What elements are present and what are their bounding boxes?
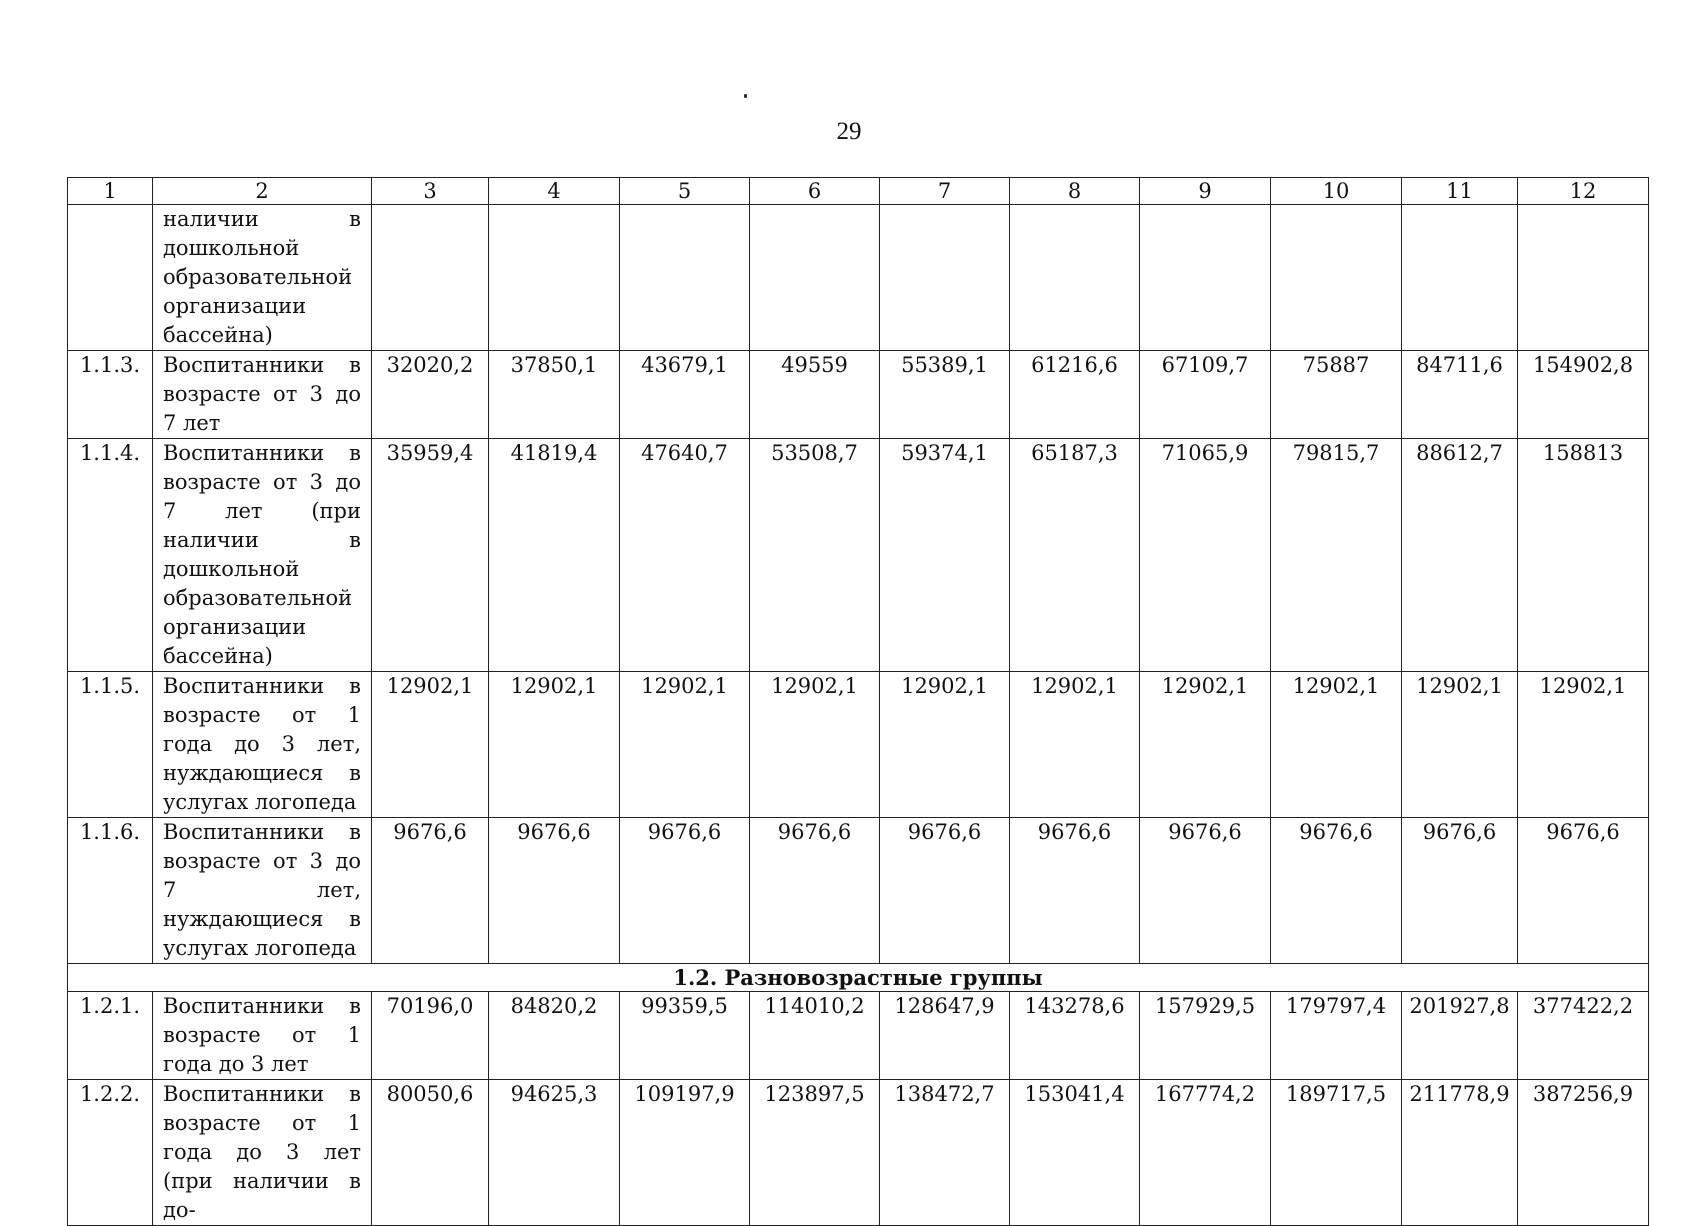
value-cell: 154902,8 (1518, 351, 1649, 439)
column-header: 10 (1271, 178, 1402, 205)
value-cell: 377422,2 (1518, 992, 1649, 1080)
value-cell: 75887 (1271, 351, 1402, 439)
column-header: 7 (880, 178, 1010, 205)
value-cell: 114010,2 (750, 992, 880, 1080)
value-cell: 41819,4 (489, 439, 620, 672)
value-cell: 201927,8 (1402, 992, 1518, 1080)
value-cell: 12902,1 (1010, 672, 1140, 818)
value-cell: 94625,3 (489, 1080, 620, 1226)
row-description: Воспитанники в возрасте от 1 года до 3 лет (153, 992, 372, 1080)
value-cell: 9676,6 (489, 818, 620, 964)
value-cell: 9676,6 (1140, 818, 1271, 964)
row-number: 1.1.3. (68, 351, 153, 439)
value-cell: 84820,2 (489, 992, 620, 1080)
value-cell: 9676,6 (880, 818, 1010, 964)
row-number: 1.1.6. (68, 818, 153, 964)
value-cell: 211778,9 (1402, 1080, 1518, 1226)
value-cell: 71065,9 (1140, 439, 1271, 672)
column-header: 3 (372, 178, 489, 205)
column-header: 5 (620, 178, 750, 205)
value-cell: 43679,1 (620, 351, 750, 439)
column-header: 1 (68, 178, 153, 205)
value-cell: 12902,1 (880, 672, 1010, 818)
scan-speck (744, 94, 747, 98)
value-cell: 61216,6 (1010, 351, 1140, 439)
column-header: 12 (1518, 178, 1649, 205)
row-description: Воспитанники в возрасте от 1 года до 3 лет, нуждающиеся в услугах логопеда (153, 672, 372, 818)
table-row (68, 672, 1649, 818)
row-number: 1.2.2. (68, 1080, 153, 1226)
row-number (68, 205, 153, 351)
section-row (68, 964, 1649, 992)
value-cell: 55389,1 (880, 351, 1010, 439)
value-cell: 138472,7 (880, 1080, 1010, 1226)
value-cell: 88612,7 (1402, 439, 1518, 672)
row-description: Воспитанники в возрасте от 3 до 7 лет (при наличии в дошкольной образовательной организации бассейна) (153, 439, 372, 672)
value-cell: 109197,9 (620, 1080, 750, 1226)
table-row (68, 818, 1649, 964)
row-number: 1.1.4. (68, 439, 153, 672)
value-cell: 35959,4 (372, 439, 489, 672)
value-cell (489, 205, 620, 351)
value-cell: 9676,6 (372, 818, 489, 964)
value-cell: 179797,4 (1271, 992, 1402, 1080)
value-cell: 79815,7 (1271, 439, 1402, 672)
value-cell (372, 205, 489, 351)
value-cell: 49559 (750, 351, 880, 439)
value-cell: 12902,1 (1402, 672, 1518, 818)
value-cell: 9676,6 (1518, 818, 1649, 964)
value-cell: 70196,0 (372, 992, 489, 1080)
value-cell: 47640,7 (620, 439, 750, 672)
value-cell: 9676,6 (1010, 818, 1140, 964)
value-cell: 12902,1 (1140, 672, 1271, 818)
row-number: 1.1.5. (68, 672, 153, 818)
value-cell: 12902,1 (372, 672, 489, 818)
row-description: Воспитанники в возрасте от 3 до 7 лет, нуждающиеся в услугах логопеда (153, 818, 372, 964)
value-cell: 153041,4 (1010, 1080, 1140, 1226)
value-cell (1402, 205, 1518, 351)
value-cell: 80050,6 (372, 1080, 489, 1226)
table-row (68, 439, 1649, 672)
value-cell: 12902,1 (750, 672, 880, 818)
value-cell (1140, 205, 1271, 351)
row-description: Воспитанники в возрасте от 3 до 7 лет (153, 351, 372, 439)
value-cell (750, 205, 880, 351)
value-cell: 37850,1 (489, 351, 620, 439)
row-number: 1.2.1. (68, 992, 153, 1080)
value-cell: 9676,6 (750, 818, 880, 964)
section-title: 1.2. Разновозрастные группы (68, 964, 1649, 992)
table-row (68, 351, 1649, 439)
value-cell: 189717,5 (1271, 1080, 1402, 1226)
table-row (68, 1080, 1649, 1226)
column-header: 11 (1402, 178, 1518, 205)
value-cell: 167774,2 (1140, 1080, 1271, 1226)
value-cell: 65187,3 (1010, 439, 1140, 672)
table-row (68, 205, 1649, 351)
value-cell: 157929,5 (1140, 992, 1271, 1080)
value-cell (620, 205, 750, 351)
value-cell: 12902,1 (1518, 672, 1649, 818)
column-header: 4 (489, 178, 620, 205)
value-cell: 99359,5 (620, 992, 750, 1080)
row-description: Воспитанники в возрасте от 1 года до 3 лет (при наличии в до- (153, 1080, 372, 1226)
value-cell: 32020,2 (372, 351, 489, 439)
tariff-table (67, 177, 1649, 1226)
column-header: 2 (153, 178, 372, 205)
value-cell (1010, 205, 1140, 351)
value-cell: 128647,9 (880, 992, 1010, 1080)
value-cell: 9676,6 (1271, 818, 1402, 964)
value-cell: 9676,6 (1402, 818, 1518, 964)
value-cell: 53508,7 (750, 439, 880, 672)
table-header-row (68, 178, 1649, 205)
column-header: 9 (1140, 178, 1271, 205)
page-number: 29 (836, 118, 862, 145)
value-cell: 9676,6 (620, 818, 750, 964)
value-cell: 12902,1 (620, 672, 750, 818)
value-cell (1518, 205, 1649, 351)
value-cell: 387256,9 (1518, 1080, 1649, 1226)
value-cell (880, 205, 1010, 351)
value-cell: 59374,1 (880, 439, 1010, 672)
value-cell: 158813 (1518, 439, 1649, 672)
table-row (68, 992, 1649, 1080)
column-header: 8 (1010, 178, 1140, 205)
column-header: 6 (750, 178, 880, 205)
value-cell: 12902,1 (489, 672, 620, 818)
value-cell: 123897,5 (750, 1080, 880, 1226)
value-cell: 143278,6 (1010, 992, 1140, 1080)
value-cell: 84711,6 (1402, 351, 1518, 439)
value-cell: 12902,1 (1271, 672, 1402, 818)
row-description: наличии в дошкольной образовательной организации бассейна) (153, 205, 372, 351)
value-cell (1271, 205, 1402, 351)
value-cell: 67109,7 (1140, 351, 1271, 439)
